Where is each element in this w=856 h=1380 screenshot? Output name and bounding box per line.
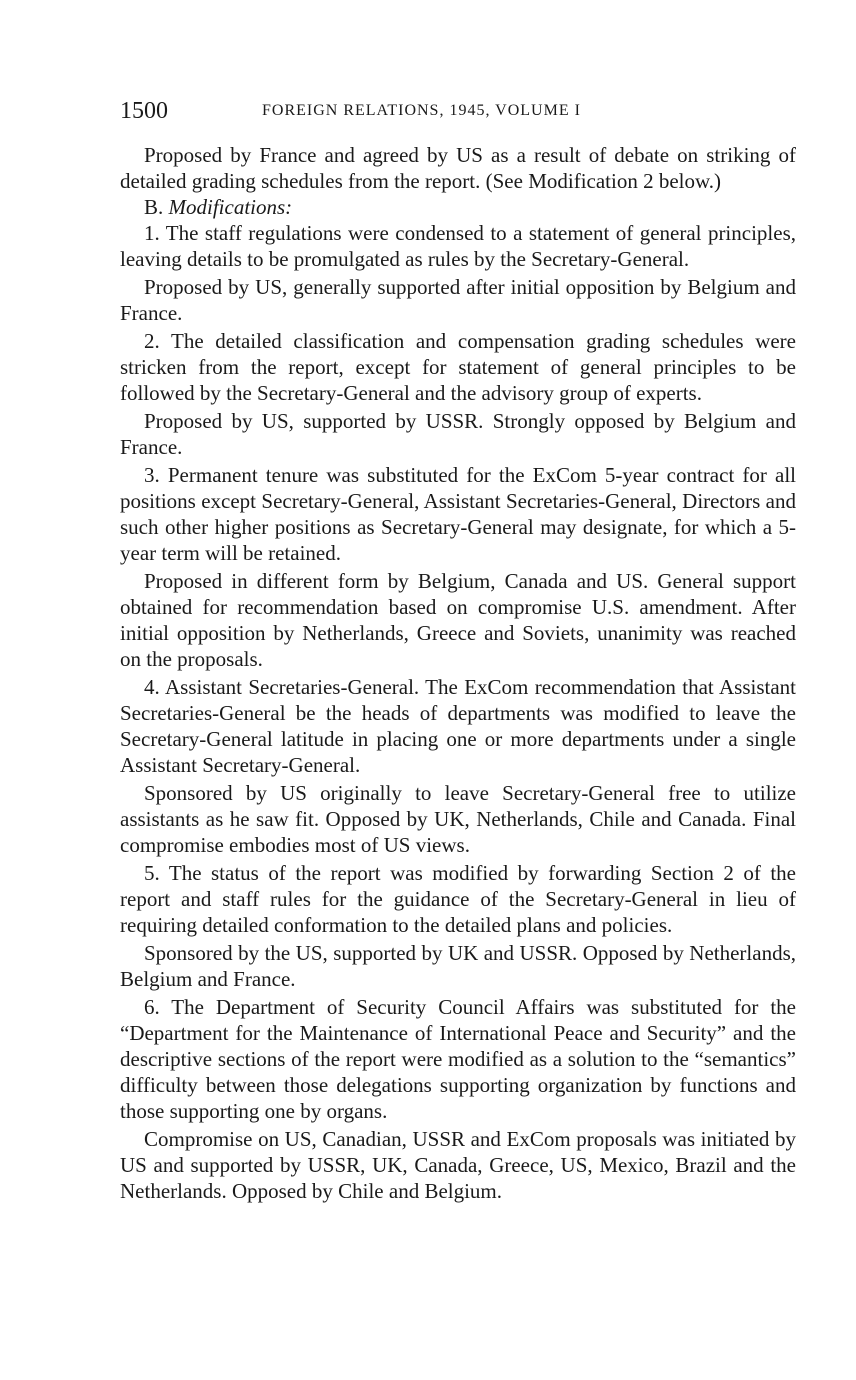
section-heading: [120, 194, 796, 220]
paragraph-support-1: Proposed by US, generally supported after initial opposition by Belgium and France.: [120, 275, 796, 325]
paragraph-support-6: Compromise on US, Canadian, USSR and ExCom proposals was initiated by US and supported by USSR, UK, Canada, Greece, US, Mexico, Brazil and the Netherlands. Opposed by Chile and Belgium.: [120, 1127, 796, 1203]
paragraph-support-2: Proposed by US, supported by USSR. Strongly opposed by Belgium and France.: [120, 409, 796, 459]
running-title: FOREIGN RELATIONS, 1945, VOLUME I: [262, 102, 581, 119]
running-head: [120, 96, 796, 126]
paragraph-support-3: Proposed in different form by Belgium, Canada and US. General support obtained for recommendation based on compromise U.S. amendment. After initial opposition by Netherlands, Greece and Soviets, unanimity was reached on the proposals.: [120, 569, 796, 671]
paragraph-support-4: Sponsored by US originally to leave Secretary-General free to utilize assistants as he saw fit. Opposed by UK, Netherlands, Chile and Canada. Final compromise embodies most of US views.: [120, 781, 796, 857]
page-number: 1500: [120, 98, 168, 124]
paragraph-modification-6: 6. The Department of Security Council Affairs was substituted for the “Department for the Maintenance of International Peace and Security” and the descriptive sections of the report were modified as a solution to the “semantics” difficulty between those delegations supporting organization by functions and those supporting one by organs.: [120, 995, 796, 1123]
paragraph-modification-4: 4. Assistant Secretaries-General. The ExCom recommendation that Assistant Secretaries-General be the heads of departments was modified to leave the Secretary-General latitude in placing one or more departments under a single Assistant Secretary-General.: [120, 675, 796, 777]
section-title: Modifications:: [168, 195, 293, 219]
section-letter: B.: [144, 195, 164, 219]
paragraph-modification-3: 3. Permanent tenure was substituted for the ExCom 5-year contract for all positions except Secretary-General, Assistant Secretaries-General, Directors and such other higher positions as Secretary-General may designate, for which a 5-year term will be retained.: [120, 463, 796, 565]
intro-paragraph: Proposed by France and agreed by US as a result of debate on striking of detailed grading schedules from the report. (See Modification 2 below.): [120, 143, 796, 193]
paragraph-modification-2: 2. The detailed classification and compensation grading schedules were stricken from the report, except for statement of general principles to be followed by the Secretary-General and the advisory group of experts.: [120, 329, 796, 405]
paragraph-support-5: Sponsored by the US, supported by UK and USSR. Opposed by Netherlands, Belgium and France.: [120, 941, 796, 991]
paragraph-modification-1: 1. The staff regulations were condensed to a statement of general principles, leaving details to be promulgated as rules by the Secretary-General.: [120, 221, 796, 271]
paragraph-modification-5: 5. The status of the report was modified by forwarding Section 2 of the report and staff rules for the guidance of the Secretary-General in lieu of requiring detailed conformation to the detailed plans and policies.: [120, 861, 796, 937]
document-page: [120, 96, 796, 1204]
